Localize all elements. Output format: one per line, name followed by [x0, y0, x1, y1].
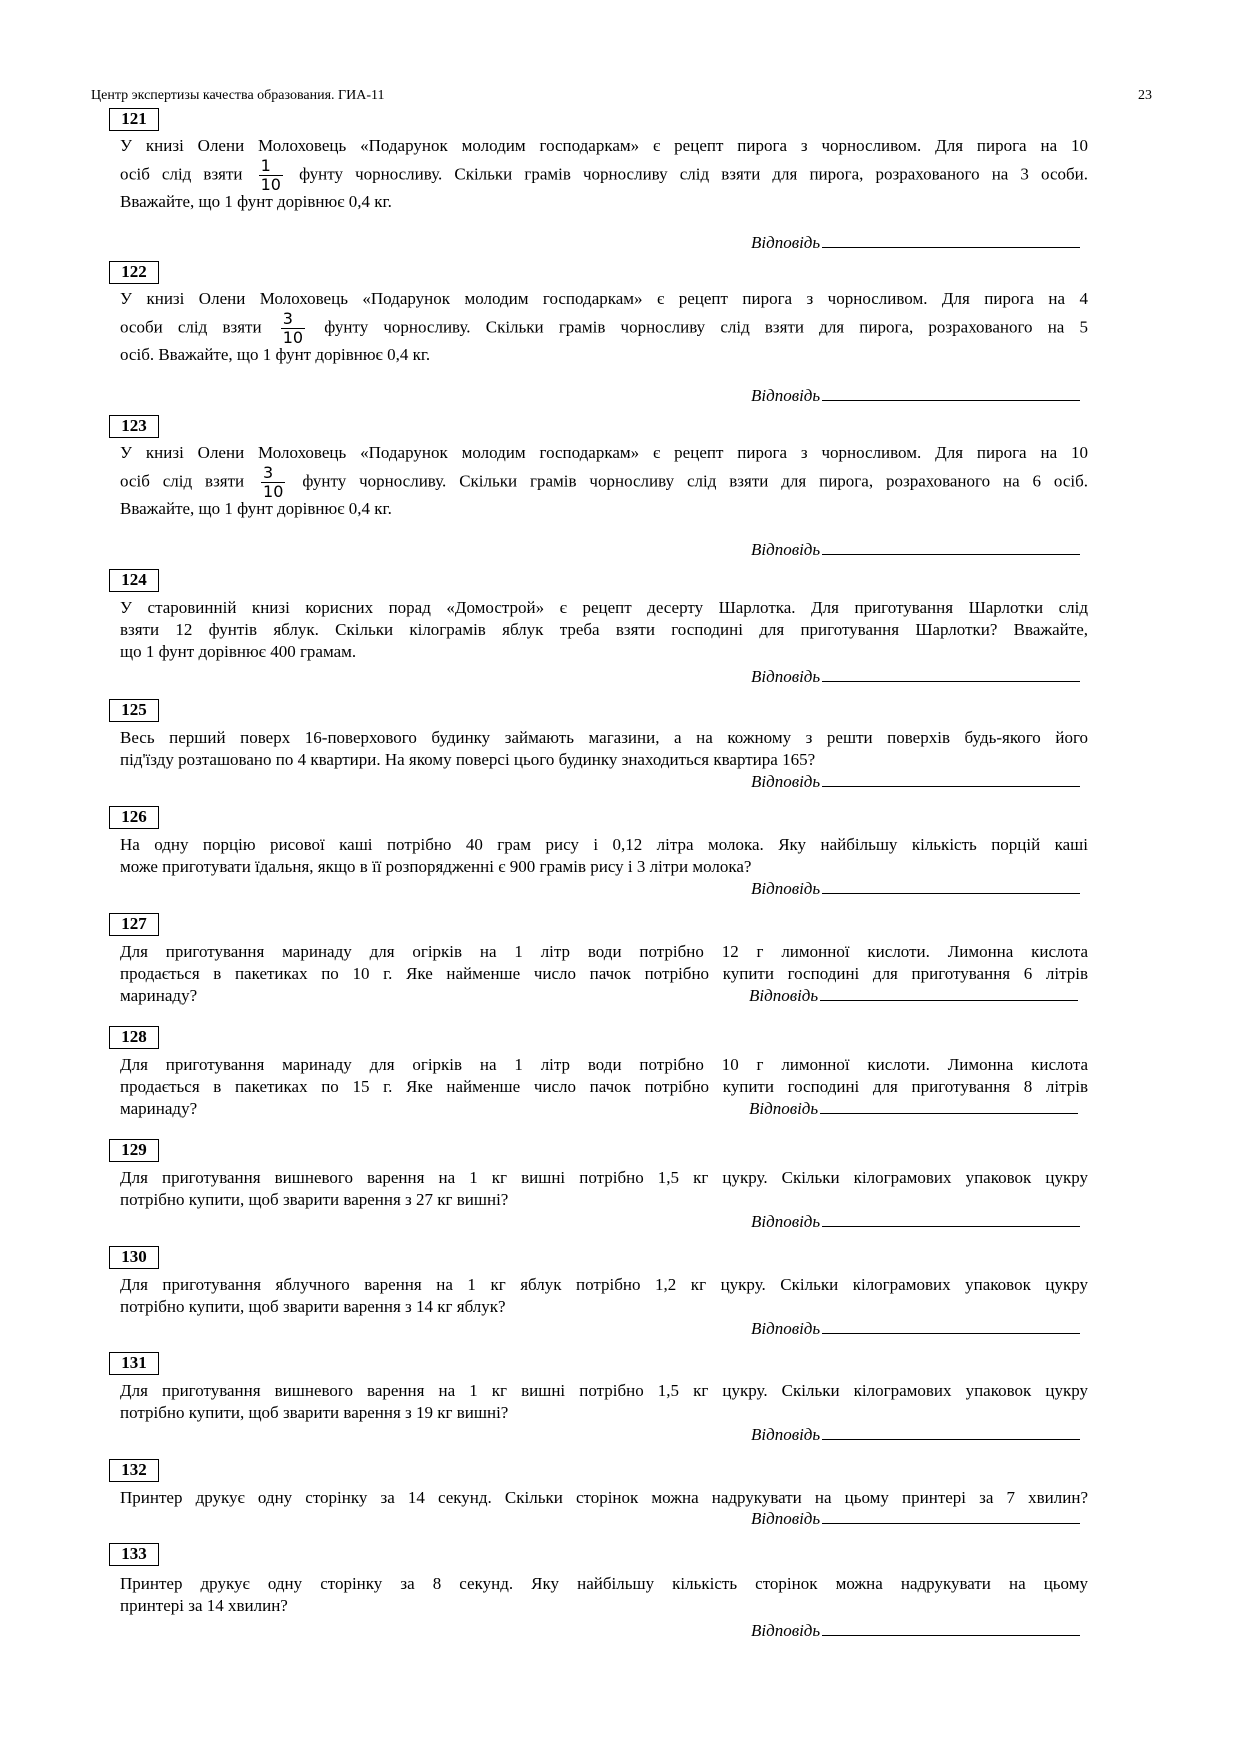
answer-blank[interactable] [822, 1212, 1080, 1227]
task-text-line: осіб. Вважайте, що 1 фунт дорівнює 0,4 кг. [120, 345, 431, 364]
answer-label: Відповідь [751, 386, 821, 405]
task-text-line: Для приготування вишневого варення на 1 кг вишні потрібно 1,5 кг цукру. Скільки кілограмових упаковок цукру [120, 1168, 1088, 1187]
answer-blank[interactable] [822, 879, 1080, 894]
task-text-part: фунту чорносливу. Скільки грамів чорносливу слід взяти для пирога, розрахованого на 5 [324, 317, 1089, 337]
answer-blank[interactable] [822, 233, 1080, 248]
task-text-line: маринаду? [120, 986, 198, 1005]
answer-field[interactable] [751, 540, 1080, 560]
answer-field[interactable] [751, 667, 1080, 687]
fraction-numerator: 1 [259, 157, 283, 176]
task-number: 130 [109, 1246, 159, 1269]
task-text [120, 597, 1088, 663]
answer-field[interactable] [749, 1099, 1078, 1119]
task-text-line: потрібно купити, щоб зварити варення з 14 кг яблук? [120, 1297, 506, 1316]
task-text-line: У книзі Олени Молоховець «Подарунок молодим господаркам» є рецепт пирога з чорносливом. Для пирога на 4 [120, 289, 1088, 308]
answer-blank[interactable] [820, 986, 1078, 1001]
task-text [120, 1380, 1088, 1424]
fraction-denominator: 10 [282, 328, 304, 347]
answer-blank[interactable] [822, 1319, 1080, 1334]
answer-field[interactable] [751, 879, 1080, 899]
task-number: 127 [109, 913, 159, 936]
answer-field[interactable] [751, 1509, 1080, 1529]
fraction [259, 157, 283, 194]
task-number: 121 [109, 108, 159, 131]
answer-label: Відповідь [751, 667, 821, 686]
answer-label: Відповідь [751, 1319, 821, 1338]
answer-blank[interactable] [822, 540, 1080, 555]
answer-field[interactable] [751, 1621, 1080, 1641]
answer-label: Відповідь [751, 772, 821, 791]
task-text [120, 442, 1088, 520]
answer-blank[interactable] [822, 1509, 1080, 1524]
task-text-line: Для приготування вишневого варення на 1 кг вишні потрібно 1,5 кг цукру. Скільки кілограмових упаковок цукру [120, 1381, 1088, 1400]
task-text [120, 727, 1088, 771]
task-text-line: маринаду? [120, 1099, 198, 1118]
task-number: 128 [109, 1026, 159, 1049]
task-text-line [120, 463, 1089, 501]
task-text-line: Для приготування маринаду для огірків на 1 літр води потрібно 10 г лимонної кислоти. Лимонна кислота [120, 1055, 1088, 1074]
task-text-line: принтері за 14 хвилин? [120, 1596, 288, 1615]
task-text-part: фунту чорносливу. Скільки грамів чорносливу слід взяти для пирога, розрахованого на 3 особи. [299, 164, 1088, 184]
task-text-line: під'їзду розташовано по 4 квартири. На якому поверсі цього будинку знаходиться квартира 165? [120, 750, 816, 769]
task-number: 133 [109, 1543, 159, 1566]
task-number: 129 [109, 1139, 159, 1162]
answer-field[interactable] [751, 1319, 1080, 1339]
task-number: 123 [109, 415, 159, 438]
fraction [261, 464, 285, 501]
task-number: 124 [109, 569, 159, 592]
task-text-line [120, 156, 1088, 194]
answer-blank[interactable] [822, 1621, 1080, 1636]
task-number: 131 [109, 1352, 159, 1375]
task-text-line: може приготувати їдальня, якщо в її розпорядженні є 900 грамів рису і 3 літри молока? [120, 857, 752, 876]
task-text-line: Принтер друкує одну сторінку за 8 секунд. Яку найбільшу кількість сторінок можна надрукувати на цьому [120, 1574, 1088, 1593]
task-text-line: Вважайте, що 1 фунт дорівнює 0,4 кг. [120, 499, 392, 518]
answer-label: Відповідь [751, 1425, 821, 1444]
task-number: 132 [109, 1459, 159, 1482]
answer-blank[interactable] [822, 1425, 1080, 1440]
task-text-line: У старовинній книзі корисних порад «Домострой» є рецепт десерту Шарлотка. Для приготування Шарлотки слід [120, 598, 1088, 617]
task-number: 122 [109, 261, 159, 284]
answer-label: Відповідь [749, 986, 819, 1005]
task-text-line: У книзі Олени Молоховець «Подарунок молодим господаркам» є рецепт пирога з чорносливом. Для пирога на 10 [120, 443, 1088, 462]
task-text [120, 1167, 1088, 1211]
answer-field[interactable] [749, 986, 1078, 1006]
answer-label: Відповідь [751, 1212, 821, 1231]
task-number: 125 [109, 699, 159, 722]
task-text [120, 135, 1088, 213]
fraction-denominator: 10 [263, 482, 284, 501]
answer-blank[interactable] [822, 772, 1080, 787]
fraction [281, 310, 305, 347]
answer-field[interactable] [751, 233, 1080, 253]
fraction-numerator: 3 [261, 464, 285, 483]
task-text-line: взяти 12 фунтів яблук. Скільки кілограмів яблук треба взяти господині для приготування Шарлотки? Вважайте, [120, 620, 1088, 639]
answer-label: Відповідь [749, 1099, 819, 1118]
task-text-line: Для приготування яблучного варення на 1 кг яблук потрібно 1,2 кг цукру. Скільки кілограмових упаковок цукру [120, 1275, 1088, 1294]
task-text-line: продається в пакетиках по 15 г. Яке найменше число пачок потрібно купити господині для приготування 8 літрів [120, 1077, 1088, 1096]
answer-blank[interactable] [822, 667, 1080, 682]
answer-field[interactable] [751, 386, 1080, 406]
answer-field[interactable] [751, 772, 1080, 792]
task-text-line: потрібно купити, щоб зварити варення з 19 кг вишні? [120, 1403, 509, 1422]
task-text [120, 1274, 1088, 1318]
task-text-part: фунту чорносливу. Скільки грамів чорносливу слід взяти для пирога, розрахованого на 6 осіб. [302, 471, 1089, 491]
task-text-line: На одну порцію рисової каші потрібно 40 грам рису і 0,12 літра молока. Яку найбільшу кількість порцій каші [120, 835, 1088, 854]
answer-field[interactable] [751, 1425, 1080, 1445]
task-text-line: потрібно купити, щоб зварити варення з 27 кг вишні? [120, 1190, 509, 1209]
task-text-line: що 1 фунт дорівнює 400 грамам. [120, 642, 357, 661]
task-text-line: У книзі Олени Молоховець «Подарунок молодим господаркам» є рецепт пирога з чорносливом. Для пирога на 10 [120, 136, 1088, 155]
fraction-denominator: 10 [260, 175, 281, 194]
fraction-numerator: 3 [281, 310, 305, 329]
task-text-line: Для приготування маринаду для огірків на 1 літр води потрібно 12 г лимонної кислоти. Лимонна кислота [120, 942, 1088, 961]
task-text-line [120, 309, 1089, 347]
task-text [120, 1573, 1088, 1617]
answer-label: Відповідь [751, 879, 821, 898]
answer-label: Відповідь [751, 1621, 821, 1640]
task-text-part: осіб слід взяти [120, 471, 245, 491]
task-text-part: осіб слід взяти [120, 164, 243, 184]
task-text [120, 288, 1088, 366]
task-text-line: Вважайте, що 1 фунт дорівнює 0,4 кг. [120, 192, 392, 211]
answer-label: Відповідь [751, 540, 821, 559]
task-text-line: Принтер друкує одну сторінку за 14 секунд. Скільки сторінок можна надрукувати на цьому принтері за 7 хвилин? [120, 1488, 1088, 1507]
answer-blank[interactable] [822, 386, 1080, 401]
page-number: 23 [1138, 88, 1152, 103]
task-text-line: Весь перший поверх 16-поверхового будинку займають магазини, а на кожному з решти поверхів будь-якого його [120, 728, 1088, 747]
answer-blank[interactable] [820, 1099, 1078, 1114]
answer-label: Відповідь [751, 1509, 821, 1528]
task-number: 126 [109, 806, 159, 829]
answer-label: Відповідь [751, 233, 821, 252]
page-header-title: Центр экспертизы качества образования. ГИА-11 [91, 88, 385, 103]
task-text-line: продається в пакетиках по 10 г. Яке найменше число пачок потрібно купити господині для приготування 6 літрів [120, 964, 1088, 983]
task-text-part: особи слід взяти [120, 317, 262, 337]
answer-field[interactable] [751, 1212, 1080, 1232]
task-text [120, 834, 1088, 878]
task-text [120, 1487, 1088, 1509]
